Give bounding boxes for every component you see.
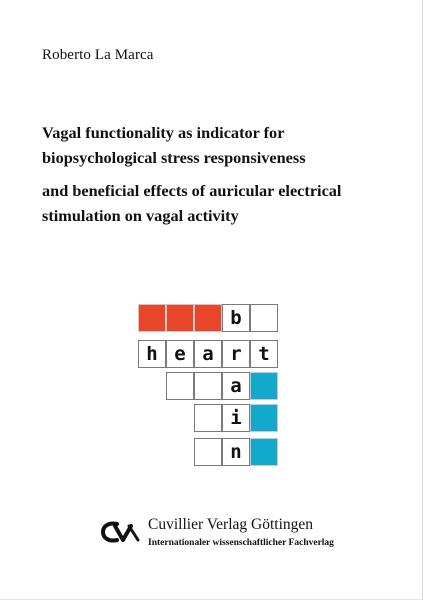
book-title	[42, 120, 402, 228]
cuvillier-logo-icon	[100, 520, 142, 544]
crossword-cell-red	[166, 304, 194, 332]
crossword-cell-empty	[194, 372, 222, 400]
crossword-letter-t: t	[250, 340, 278, 368]
crossword-cell-blue	[250, 372, 278, 400]
crossword-letter-i: i	[222, 404, 250, 432]
crossword-cell-empty	[194, 438, 222, 466]
crossword-letter-b: b	[222, 304, 250, 332]
title-line-3: and beneficial effects of auricular electrical	[42, 181, 342, 200]
crossword-cell-blue	[250, 438, 278, 466]
title-line-4: stimulation on vagal activity	[42, 206, 239, 225]
crossword-cell-empty	[250, 304, 278, 332]
crossword-letter-a: a	[222, 372, 250, 400]
crossword-cell-empty	[194, 404, 222, 432]
publisher-name: Cuvillier Verlag Göttingen	[148, 516, 314, 533]
crossword-cell-red	[194, 304, 222, 332]
crossword-cell-blue	[250, 404, 278, 432]
crossword-cell-empty	[166, 372, 194, 400]
crossword-letter-n: n	[222, 438, 250, 466]
crossword-letter-e: e	[166, 340, 194, 368]
crossword-letter-h: h	[138, 340, 166, 368]
publisher-subtitle: Internationaler wissenschaftlicher Fachverlag	[148, 538, 334, 548]
title-line-1: Vagal functionality as indicator for	[42, 123, 285, 142]
crossword-letter-r: r	[222, 340, 250, 368]
crossword-letter-a: a	[194, 340, 222, 368]
title-line-2: biopsychological stress responsiveness	[42, 148, 306, 167]
author-name: Roberto La Marca	[42, 47, 154, 63]
crossword-cell-red	[138, 304, 166, 332]
